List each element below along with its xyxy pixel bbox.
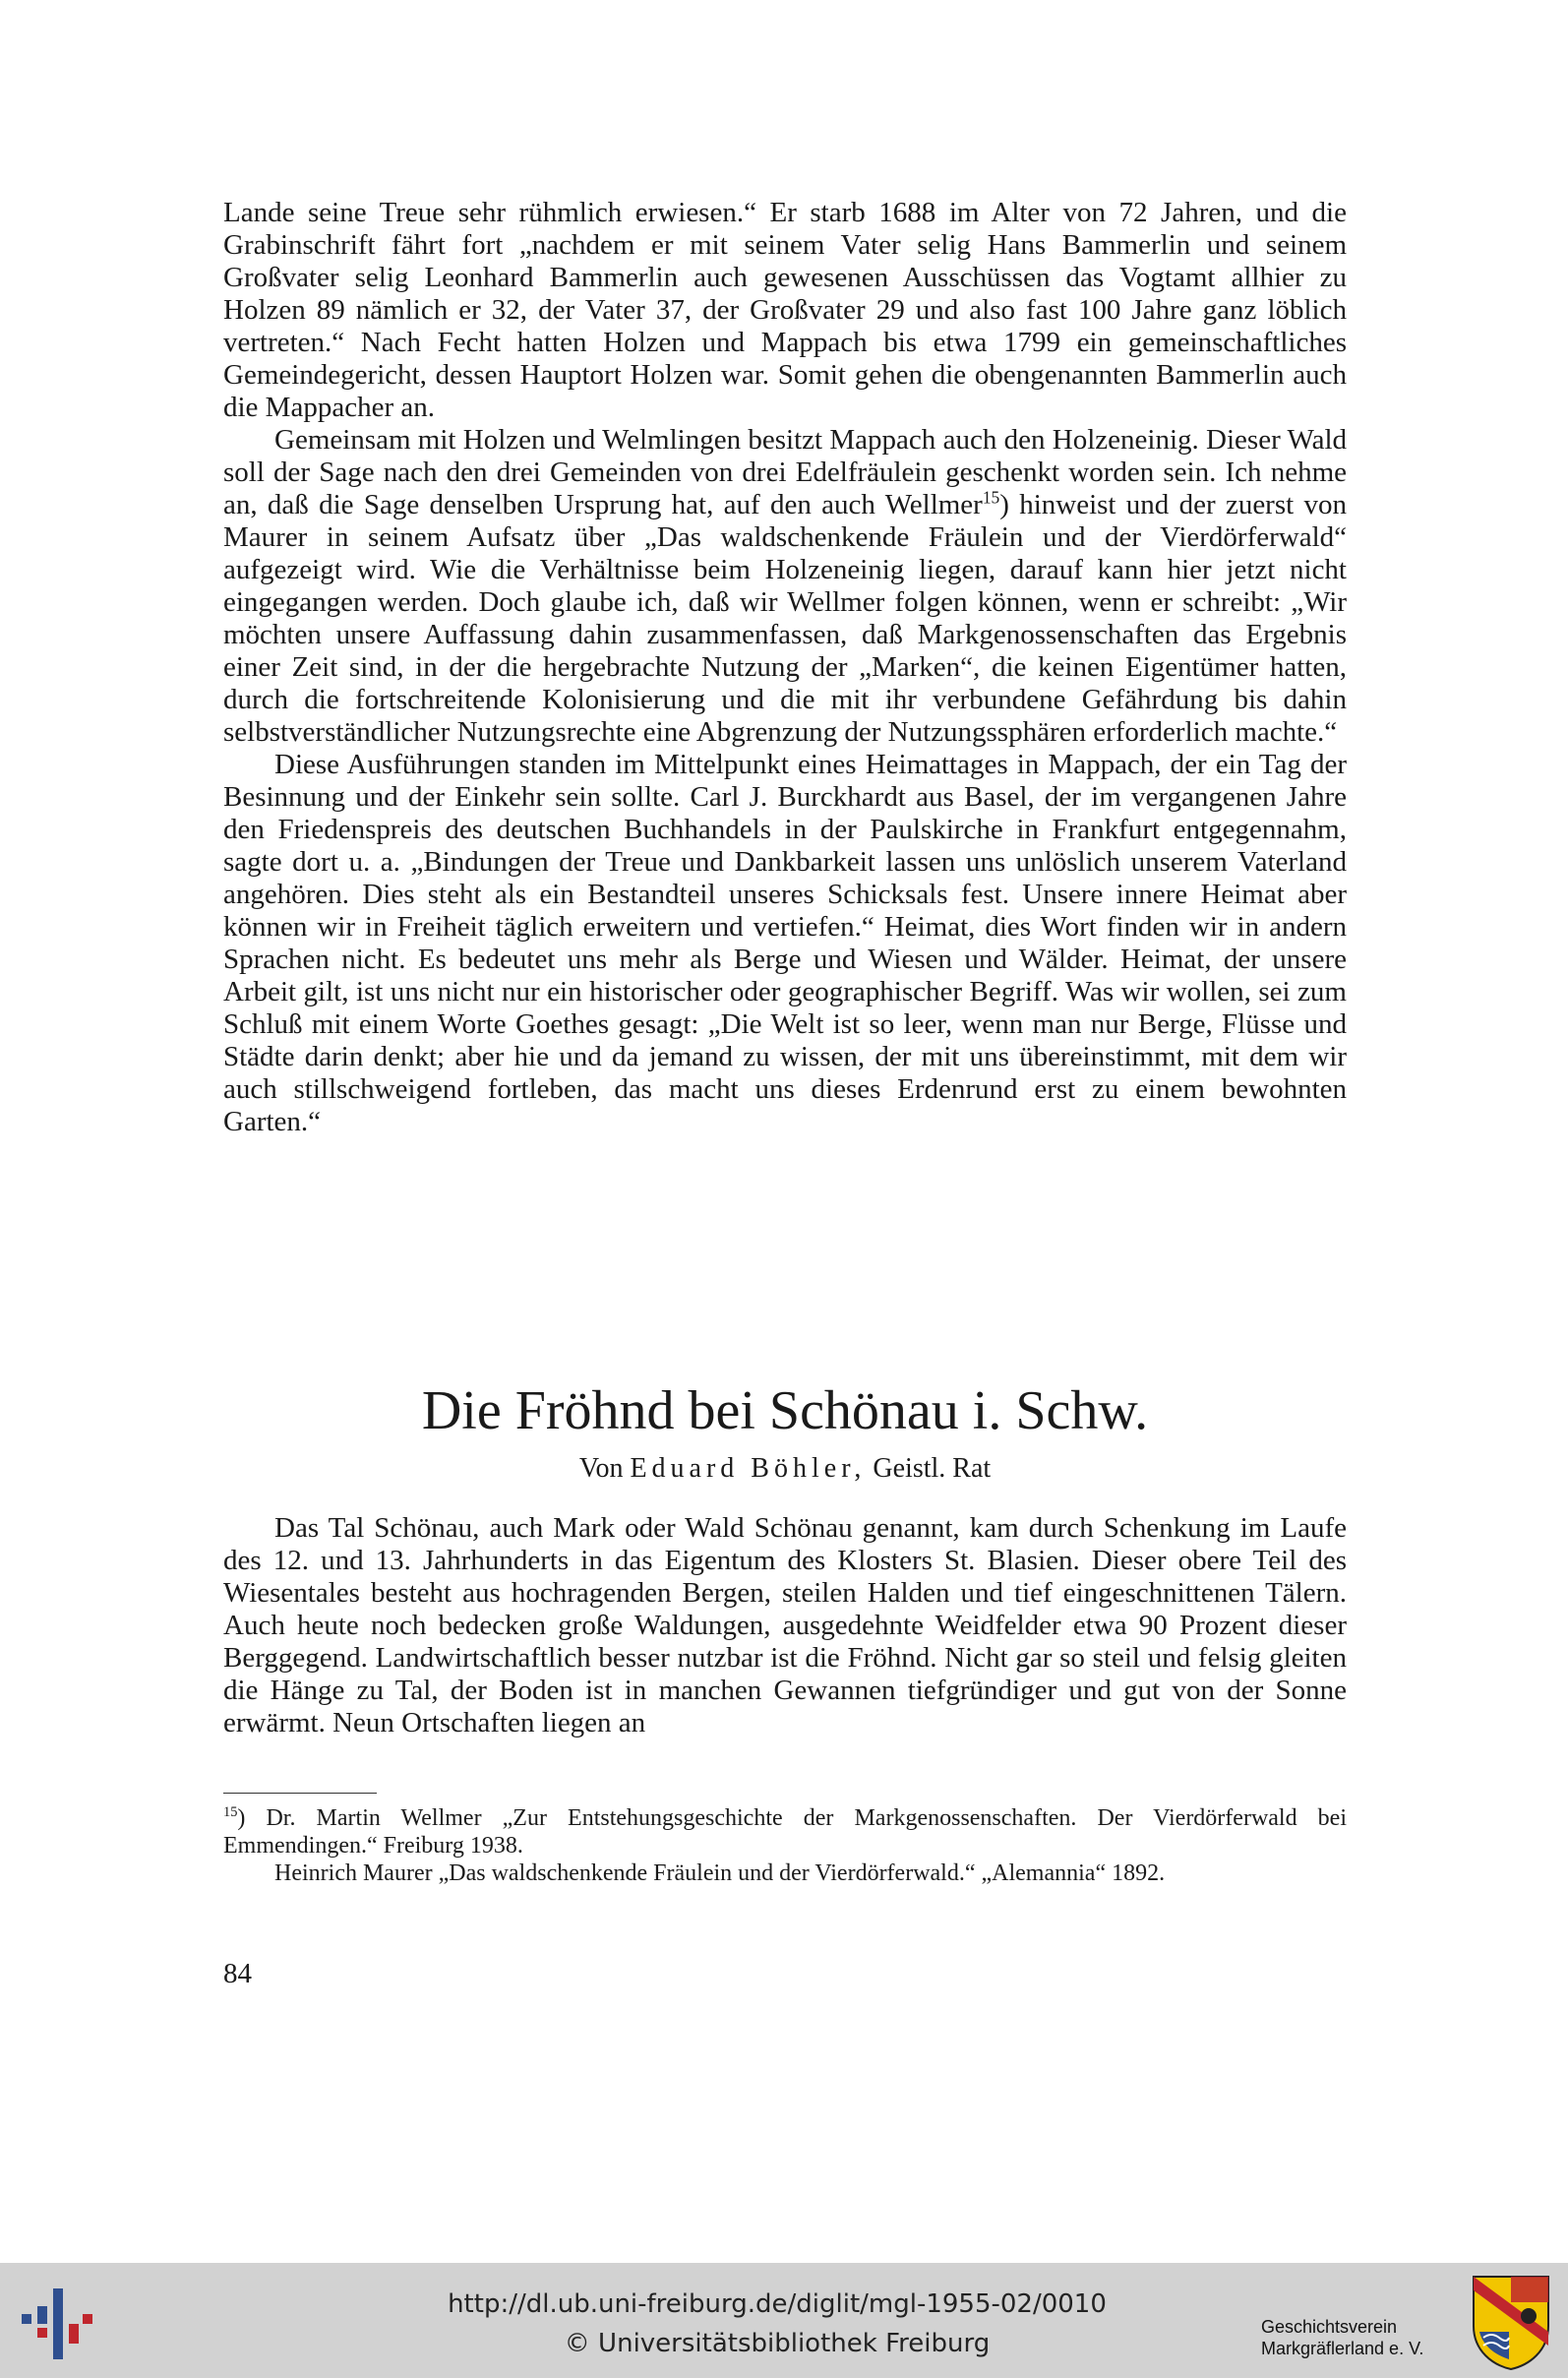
body-text-block-2 [223,1512,1347,1739]
footnote-15-text: ) Dr. Martin Wellmer „Zur Entstehungsgeschichte der Markgenossenschaften. Der Vierdörferwald bei Emmendingen.“ Freiburg 1938. [223,1805,1347,1859]
society-name [1261,2316,1458,2359]
footer-copyright: © Universitätsbibliothek Freiburg [564,2329,991,2358]
byline [223,1452,1347,1486]
page-number: 84 [223,1958,252,1989]
footer-bar [0,2263,1568,2378]
article-title: Die Fröhnd bei Schönau i. Schw. [421,1380,1149,1441]
footnote-divider [223,1793,377,1794]
paragraph-1: Lande seine Treue sehr rühmlich erwiesen.“ Er starb 1688 im Alter von 72 Jahren, und die Grabinschrift fährt fort „nachdem er mit seinem Vater selig Hans Bammerlin und seinem Großvater selig Leonhard Bammerlin auch gewesenen Ausschüssen das Vogtamt allhier zu Holzen 89 nämlich er 32, der Vater 37, der Großvater 29 und also fast 100 Jahre ganz löblich vertreten.“ Nach Fecht hatten Holzen und Mappach bis etwa 1799 ein gemeinschaftliches Gemeindegericht, dessen Hauptort Holzen war. Somit gehen die obengenannten Bammerlin auch die Mappacher an. [223,197,1347,423]
byline-author: Eduard Böhler, [630,1453,867,1484]
coat-of-arms-icon[interactable] [1470,2273,1552,2371]
paragraph-4: Das Tal Schönau, auch Mark oder Wald Schönau genannt, kam durch Schenkung im Laufe des 12. und 13. Jahrhunderts in das Eigentum des Klosters St. Blasien. Dieser obere Teil des Wiesentales besteht aus hochragenden Bergen, steilen Halden und tief eingeschnittenen Tälern. Auch heute noch bedecken große Waldungen, ausgedehnte Weidfelder etwa 90 Prozent dieser Berggegend. Landwirtschaftlich besser nutzbar ist die Fröhnd. Nicht gar so steil und felsig gleiten die Hänge zu Tal, der Boden ist in manchen Gewannen tiefgründiger und gut von der Sonne erwärmt. Neun Ortschaften liegen an [223,1512,1347,1738]
society-name-line-2: Markgräflerland e. V. [1261,2339,1424,2358]
paragraph-2-part-b: ) hinweist und der zuerst von Maurer in seinem Aufsatz über „Das waldschenkende Fräulein und der Vierdörferwald“ aufgezeigt wird. Wie die Verhältnisse beim Holzeneinig liegen, darauf kann hier jetzt nicht eingegangen werden. Doch glaube ich, daß wir Wellmer folgen können, wenn er schreibt: „Wir möchten unsere Auffassung dahin zusammenfassen, daß Markgenossenschaften das Ergebnis einer Zeit sind, in der die hergebrachte Nutzung der „Marken“, die keinen Eigentümer hatten, durch die fortschreitende Kolonisierung und die mit ihr verbundene Gefährdung bis dahin selbstverständlicher Nutzungsrechte eine Abgrenzung der Nutzungssphären erforderlich machte.“ [223,489,1347,748]
byline-prefix: Von [578,1453,624,1484]
paragraph-2 [223,424,1347,749]
footnote-15 [223,1804,1347,1860]
ub-freiburg-logo-icon[interactable] [18,2285,96,2363]
footnote-ref-15[interactable]: 15 [982,487,1000,508]
footer-url-link[interactable]: http://dl.ub.uni-freiburg.de/diglit/mgl-1955-02/0010 [448,2289,1107,2319]
paragraph-3: Diese Ausführungen standen im Mittelpunkt eines Heimattages in Mappach, der ein Tag der Besinnung und der Einkehr sein sollte. Carl J. Burckhardt aus Basel, der im vergangenen Jahre den Friedenspreis des deutschen Buchhandels in der Paulskirche in Frankfurt entgegennahm, sagte dort u. a. „Bindungen der Treue und Dankbarkeit lassen uns unlöslich unserem Vaterland angehören. Dies steht als ein Bestandteil unseres Schicksals fest. Unsere innere Heimat aber können wir in Freiheit täglich erweitern und vertiefen.“ Heimat, dies Wort finden wir in andern Sprachen nicht. Es bedeutet uns mehr als Berge und Wiesen und Wälder. Heimat, der unsere Arbeit gilt, ist uns nicht nur ein historischer oder geographischer Begriff. Was wir wollen, sei zum Schluß mit einem Worte Goethes gesagt: „Die Welt ist so leer, wenn man nur Berge, Flüsse und Städte darin denkt; aber hie und da jemand zu wissen, der mit uns übereinstimmt, mit dem wir auch stillschweigend fortleben, das macht uns dieses Erdenrund erst zu einem bewohnten Garten.“ [223,749,1347,1137]
body-text-block-1 [223,197,1347,1138]
byline-suffix: Geistl. Rat [873,1453,992,1484]
footnotes [223,1804,1347,1887]
footnote-15-continuation: Heinrich Maurer „Das waldschenkende Fräulein und der Vierdörferwald.“ „Alemannia“ 1892. [274,1860,1166,1886]
society-name-line-1: Geschichtsverein [1261,2317,1398,2337]
footnote-marker: 15 [223,1804,238,1820]
paragraph-2-part-a: Gemeinsam mit Holzen und Welmlingen besitzt Mappach auch den Holzeneinig. Dieser Wald soll der Sage nach den drei Gemeinden von drei Edelfräulein geschenkt worden sein. Ich nehme an, daß die Sage denselben Ursprung hat, auf den auch Wellmer [223,424,1347,520]
